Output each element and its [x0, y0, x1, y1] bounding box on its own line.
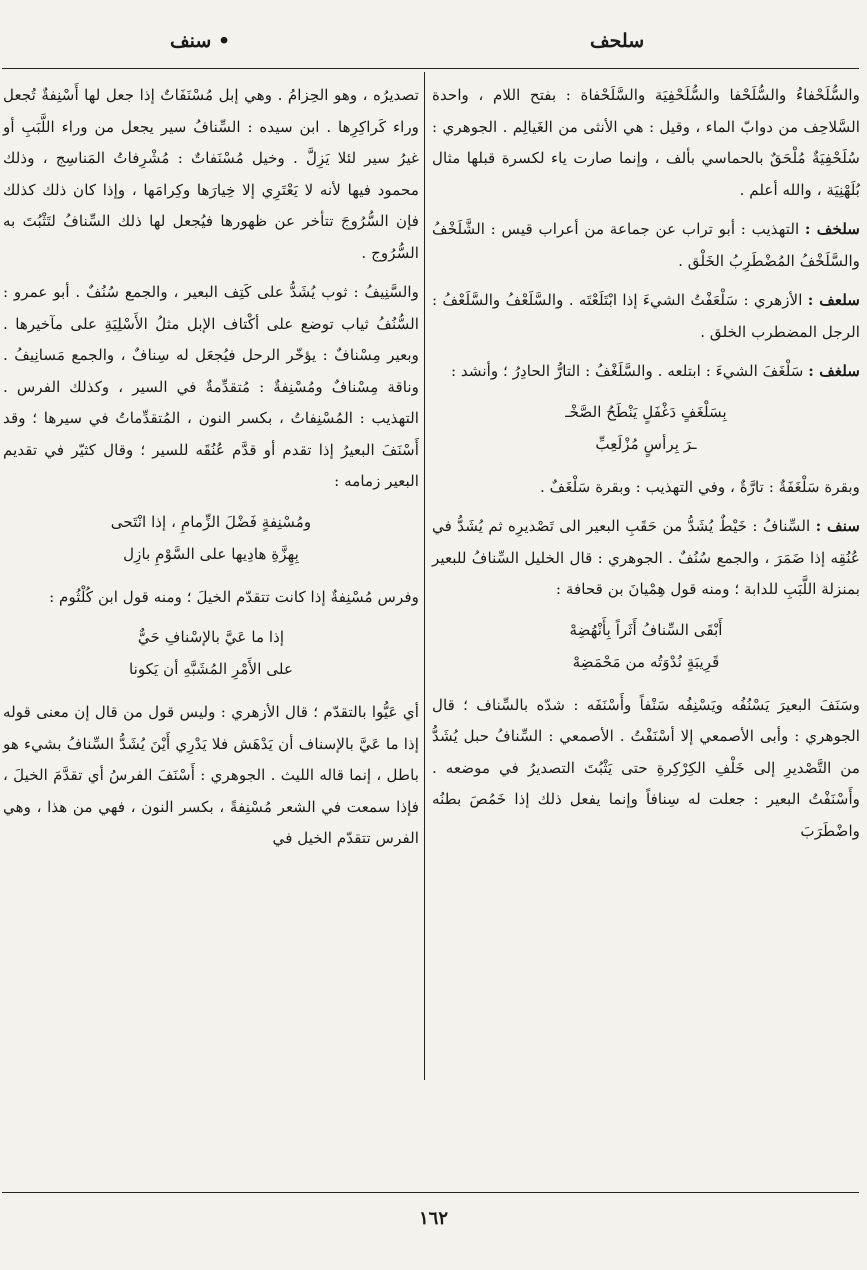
left-column — [3, 80, 419, 863]
column-divider — [424, 72, 425, 1080]
paragraph: تصديرُه ، وهو الحِزامُ . وهي إبل مُسْنَفَاتٌ إذا جعل لها أَسْنِفةٌ تُجعل وراء كَراكِرِها . ابن سيده : السِّنافُ سير يجعل من وراء اللَّبَبِ أو غيرُ سير لئلا يَزِلَّ . وخيل مُسْنَفاتٌ : مُشْرِفاتُ المَناسِج ، وذلك محمود فيها لأنه لا يَعْتَرِي إلا خِيارَها وكِرامَها ، وإذا كان ذلك كذلك فإن السُّرُوجَ تتأخر عن ظهورها فيُجعل لها ذلك السِّنافُ لتَثْبُتَ به السُّرُوج . — [3, 86, 419, 262]
right-column — [432, 80, 860, 855]
entry-salhaf: والسُّلَحْفاءُ والسُّلَحْفا والسُّلَحْفِيَة والسَّلَحْفاة : بفتح اللام ، واحدة السَّلاحِف من دوابّ الماء ، وقيل : هي الأنثى من الغَيالِم . الجوهري : سُلَحْفِيَةٌ مُلْحَقٌ بالحماسي بألف ، وإنما صارت ياء لكسرة قبلها مثال بُلَهْنِيَة ، والله أعلم . — [432, 86, 860, 199]
entry-salaaf — [432, 285, 860, 348]
verse-salghaf — [432, 396, 860, 460]
entry-salghaf-cont: وبقرة سَلْغَفَةٌ : تارَّةٌ ، وفي التهذيب : وبقرة سَلْغَفٌ . — [539, 477, 860, 496]
verse-line: ومُسْنِفةٍ فَضْلَ الزِّمامِ ، إذا انْتَحى — [110, 512, 312, 531]
entry-salghaf-text: سَلْغَفَ الشيءَ : ابتلعه . والسَّلَغْفُ : التارُّ الحادِرُ ؛ وأنشد : — [450, 362, 804, 380]
verse-line: قَرِيبَةٍ نُدْوَتُه من مَحْمَضِهْ — [572, 652, 720, 671]
verse-himyan — [432, 614, 860, 678]
verse-ibn-kulthum — [3, 621, 419, 685]
entry-salkhaf-text: التهذيب : أبو تراب عن جماعة من أعراب قيس : الشَّلَخْفُ والسَّلَخْفُ المُضْطَرِبُ الخَلْق . — [432, 220, 860, 270]
verse-line: بِسَلْغَفٍ دَغْفَلٍ يَنْطَحُ الصَّخْـ — [565, 402, 727, 421]
page-number: ١٦٢ — [418, 1208, 448, 1229]
entry-salkhaf — [432, 214, 860, 277]
lemma-salkhaf: سلخف : — [804, 220, 860, 238]
header-left-headword: سنف • — [170, 30, 231, 52]
paragraph: وفرس مُسْنِفةٌ إذا كانت تتقدّم الخيلَ ؛ ومنه قول ابن كُلْثُوم : — [49, 587, 419, 606]
verse-line: إذا ما عَيَّ بالإسْنافِ حَيٌّ — [137, 628, 285, 646]
verse-kuthayyir — [3, 506, 419, 570]
entry-sanaf — [432, 511, 860, 606]
header-rule — [2, 68, 859, 69]
lemma-salaaf: سلعف : — [807, 291, 860, 309]
entry-salaaf-text: الأزهري : سَلْعَفْتُ الشيءَ إذا ابْتَلَعْتَه . والسَّلَعْفُ والسَّلَعْفُ : الرجل المضطرب الخلق . — [432, 291, 860, 341]
verse-line: بِهِزَّةِ هادِيها على السَّوْمِ بازِل — [123, 544, 299, 563]
paragraph: والسَّنِيفُ : ثوب يُشَدُّ على كَتِف البعير ، والجمع سُنُفٌ . أبو عمرو : السُّنُفُ ثياب توضع على أكْتاف الإبل مثلُ الأَسْلِيَةِ على مآخيرها . وبعير مِسْنافٌ : يؤخّر الرحل فيُجعَل له سِنافٌ ، والجمع مَسانِيفُ . وناقة مِسْنافٌ ومُسْنِفةٌ : مُتقدِّمةٌ في السير ، وكذلك الفرس . التهذيب : المُسْنِفاتُ ، بكسر النون ، المُتقدِّماتُ في سيرها ؛ وقد أَسْنَفَ البعيرُ إذا تقدم أو قدَّم عُنُقَه للسير ؛ وقال كثيّر في تقديم البعير زمامه : — [3, 283, 419, 490]
footer-rule — [2, 1192, 859, 1193]
entry-sanaf-text: السِّنافُ : خَيْطٌ يُشَدُّ من حَقَبِ البعير الى تَصْديرِه ثم يُشَدُّ في عُنُقِه إذا ضَمَرَ ، والجمع سُنُفٌ . الجوهري : قال الخليل السِّنافُ للبعير بمنزلة اللَّبَبِ للدابة ؛ ومنه قول هِمْيانَ بن قحافة : — [432, 517, 860, 598]
verse-line: على الأَمْرِ المُشَبَّهِ أن يَكونا — [128, 660, 294, 678]
lemma-salghaf: سلغف : — [808, 362, 860, 380]
paragraph: أي عَيُّوا بالتقدّم ؛ قال الأزهري : وليس قول من قال إن معنى قوله إذا ما عَيَّ بالإسناف أن يَدْهَش فلا يَدْرِي أَيْنَ يُشَدُّ السِّنافُ بشيء هو باطل ، إنما قاله الليث . الجوهري : أَسْنَفَ الفرسُ أي تقدَّمَ الخيلَ ، فإذا سمعت في الشعر مُسْنِفةً ، بكسر النون ، فهي من هذا ، وهي الفرس تتقدّم الخيل في — [3, 703, 419, 847]
lemma-sanaf: سنف : — [815, 517, 861, 535]
entry-sanaf-cont: وسَنَفَ البعيرَ يَسْنُفُه ويَسْنِفُه سَنْفاً وأَسْنَفَه : شدّه بالسِّناف ؛ قال الجوهري : وأبى الأصمعي إلا أسْنَفْتُ . الأصمعي : السِّنافُ حبل يُشَدُّ من التَّصْديرِ إلى خَلْفِ الكِرْكِرةِ حتى يَثْبُتَ التصديرُ في موضعه . وأَسْنَفْتُ البعير : جعلت له سِنافاً وإنما يفعل ذلك إذا خَمُصَ بطنُه واضْطَرَبَ — [432, 695, 860, 840]
header-right-headword: سلحف — [590, 30, 645, 52]
verse-line: ـرَ بِرأسٍ مُزْلَعِبِّ — [595, 434, 697, 453]
page-header — [0, 30, 867, 64]
entry-salghaf — [432, 356, 860, 388]
verse-line: أَبْقَى السِّنافُ أَثَراً بِأَنْهُضِهْ — [569, 620, 723, 639]
